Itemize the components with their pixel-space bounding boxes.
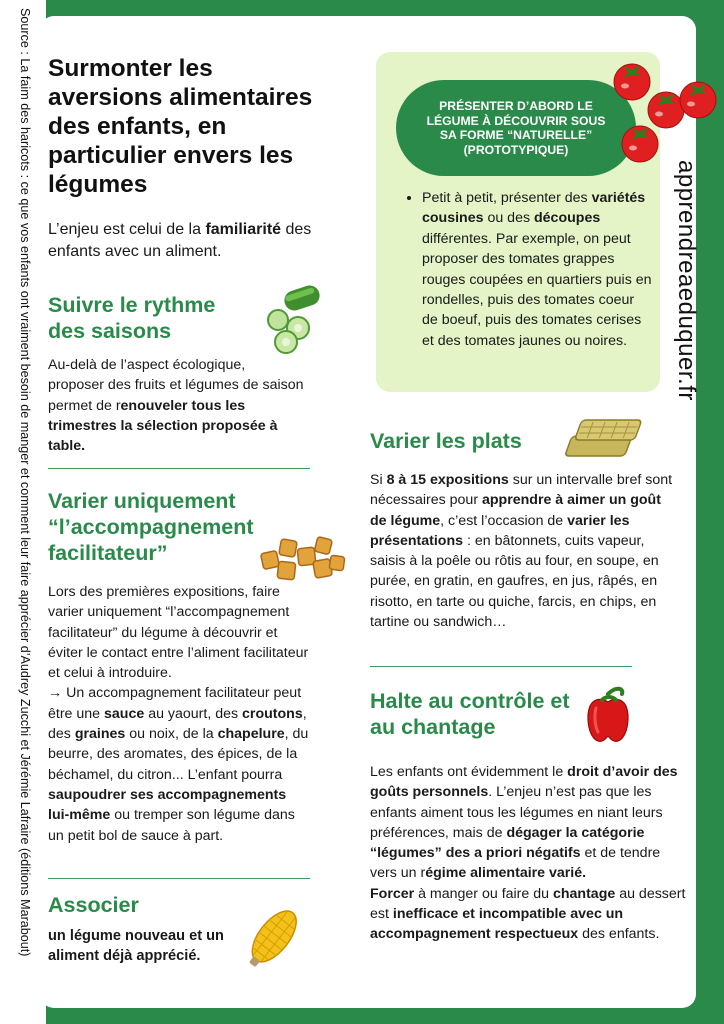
brand-text: apprendreaeduquer.fr xyxy=(673,160,700,401)
section-halte-body xyxy=(370,762,686,945)
text-bold: droit d’avoir des goûts personnels xyxy=(370,764,678,801)
section-associer-body xyxy=(48,926,248,967)
divider xyxy=(370,666,632,667)
text-part: différentes. Par exemple, on peut proposer des tomates grappes rouges coupées en quartiers puis en rondelles, puis des tomates coeur de boeuf, puis des tomates cerises et des tomates jaunes ou noires. xyxy=(422,230,652,349)
text-part: ou noix, de la xyxy=(125,726,218,743)
section-rythme-heading xyxy=(48,292,238,344)
section-halte-heading xyxy=(370,688,570,740)
text-bold: découpes xyxy=(534,210,601,227)
text-bold: Forcer xyxy=(370,885,415,902)
presenter-pill-label: PRÉSENTER D’ABORD LE LÉGUME À DÉCOUVRIR SOUS SA FORME “NATURELLE” (PROTOTYPIQUE) xyxy=(426,99,606,157)
text-bold: un légume nouveau et un aliment déjà apprécié. xyxy=(48,928,224,965)
text-bold: chapelure xyxy=(217,726,285,743)
brand-vertical xyxy=(664,160,704,460)
section-title-halte: Halte au contrôle et au chantage xyxy=(370,689,570,739)
left-column xyxy=(48,54,318,263)
text-bold: variétés cousines xyxy=(422,190,646,227)
waffles-icon xyxy=(562,414,642,462)
text-part: des enfants. xyxy=(578,926,660,943)
text-bold: égime alimentaire varié. xyxy=(425,865,587,882)
text-part: et de tendre vers un r xyxy=(370,845,661,882)
presenter-pill xyxy=(396,80,636,176)
text-part: à manger ou faire du xyxy=(414,885,553,902)
section-title-rythme: Suivre le rythme des saisons xyxy=(48,293,216,343)
text-part: Si xyxy=(370,472,387,488)
text-part: : en bâtonnets, cuits vapeur, saisis à la poêle ou rôtis au four, en soupe, en purée, en gratin, en gaufres, en jus, râpés, en risotto, en tarte ou quiche, farcis, en chips, en tartine ou sandwich… xyxy=(370,532,659,631)
text-bold: croutons xyxy=(242,705,303,722)
text-bold: saupoudrer ses accompagnements lui-même xyxy=(48,786,287,824)
text-bold: enouveler tous les trimestres la sélection proposée à table. xyxy=(48,397,278,455)
intro-bold: familiarité xyxy=(205,221,282,238)
section-title-associer: Associer xyxy=(48,893,139,917)
text-part: , c’est l’occasion de xyxy=(440,512,568,529)
cucumber-icon xyxy=(262,282,324,356)
text-part: au yaourt, des xyxy=(144,705,243,722)
text-part: , du beurre, des aromates, des épices, de la béchamel, du citron... L’enfant pourra xyxy=(48,726,309,783)
paragraph xyxy=(48,683,310,845)
text-part: ou tremper son légume dans un petit bol de sauce à part. xyxy=(48,807,295,844)
presenter-list xyxy=(402,188,652,351)
text-bold: sauce xyxy=(104,705,145,722)
corn-icon xyxy=(240,900,306,976)
text-bold: inefficace et incompatible avec un accompagnement respectueux xyxy=(370,906,624,943)
text-part: Petit à petit, présenter des xyxy=(422,190,592,206)
text-part: au dessert est xyxy=(370,885,686,923)
text-bold: chantage xyxy=(552,885,616,902)
text-bold: graines xyxy=(74,726,126,743)
section-rythme-body xyxy=(48,355,304,456)
intro-part: des enfants avec un aliment. xyxy=(48,221,312,260)
text-part: , des xyxy=(48,705,307,743)
text-part: sur un intervalle bref sont nécessaires pour xyxy=(370,472,673,509)
croutons-icon xyxy=(258,530,348,586)
text-part: Au-delà de l’aspect écologique, proposer des fruits et légumes de saison permet de r xyxy=(48,357,304,414)
section-associer-heading xyxy=(48,892,248,918)
text-part: Les enfants ont évidemment le xyxy=(370,764,568,780)
section-title-plats: Varier les plats xyxy=(370,429,522,453)
text-part: . L’enjeu n’est pas que les enfants aiment tous les légumes en niant leurs préférences, mais de xyxy=(370,784,663,841)
list-item xyxy=(422,188,652,351)
source-note: Source : La faim des haricots : ce que vos enfants ont vraiment besoin de manger et comment leur faire apprécier d’Audrey Zucchi et Jérémie Lafraire (éditions Marabout) xyxy=(18,8,32,957)
page-title: Surmonter les aversions alimentaires des enfants, en particulier envers les légumes xyxy=(48,55,313,198)
section-plats-heading xyxy=(370,428,570,454)
text-bold: apprendre à aimer un goût de légume xyxy=(370,492,661,529)
divider xyxy=(48,878,310,879)
paragraph: Lors des premières expositions, faire varier uniquement “l’accompagnement facilitateur” du légume à découvrir et éviter le contact entre l’aliment facilitateur et celui à introduire. xyxy=(48,584,309,682)
text-part: ou des xyxy=(483,210,534,227)
text-part: → Un accompagnement facilitateur peut être une xyxy=(48,685,302,722)
text-bold: 8 à 15 expositions xyxy=(386,472,509,488)
bell-pepper-icon xyxy=(582,684,634,744)
section-plats-body xyxy=(370,470,680,632)
text-bold: dégager la catégorie “légumes” des a priori négatifs xyxy=(370,824,645,862)
tomatoes-icon xyxy=(610,56,720,168)
section-title-accompagnement: Varier uniquement “l’accompagnement facilitateur” xyxy=(48,489,254,565)
text-bold: varier les présentations xyxy=(370,512,630,549)
intro-part: L’enjeu est celui de la xyxy=(48,221,206,238)
intro-text xyxy=(48,219,318,263)
divider xyxy=(48,468,310,469)
section-accompagnement-body xyxy=(48,582,310,846)
